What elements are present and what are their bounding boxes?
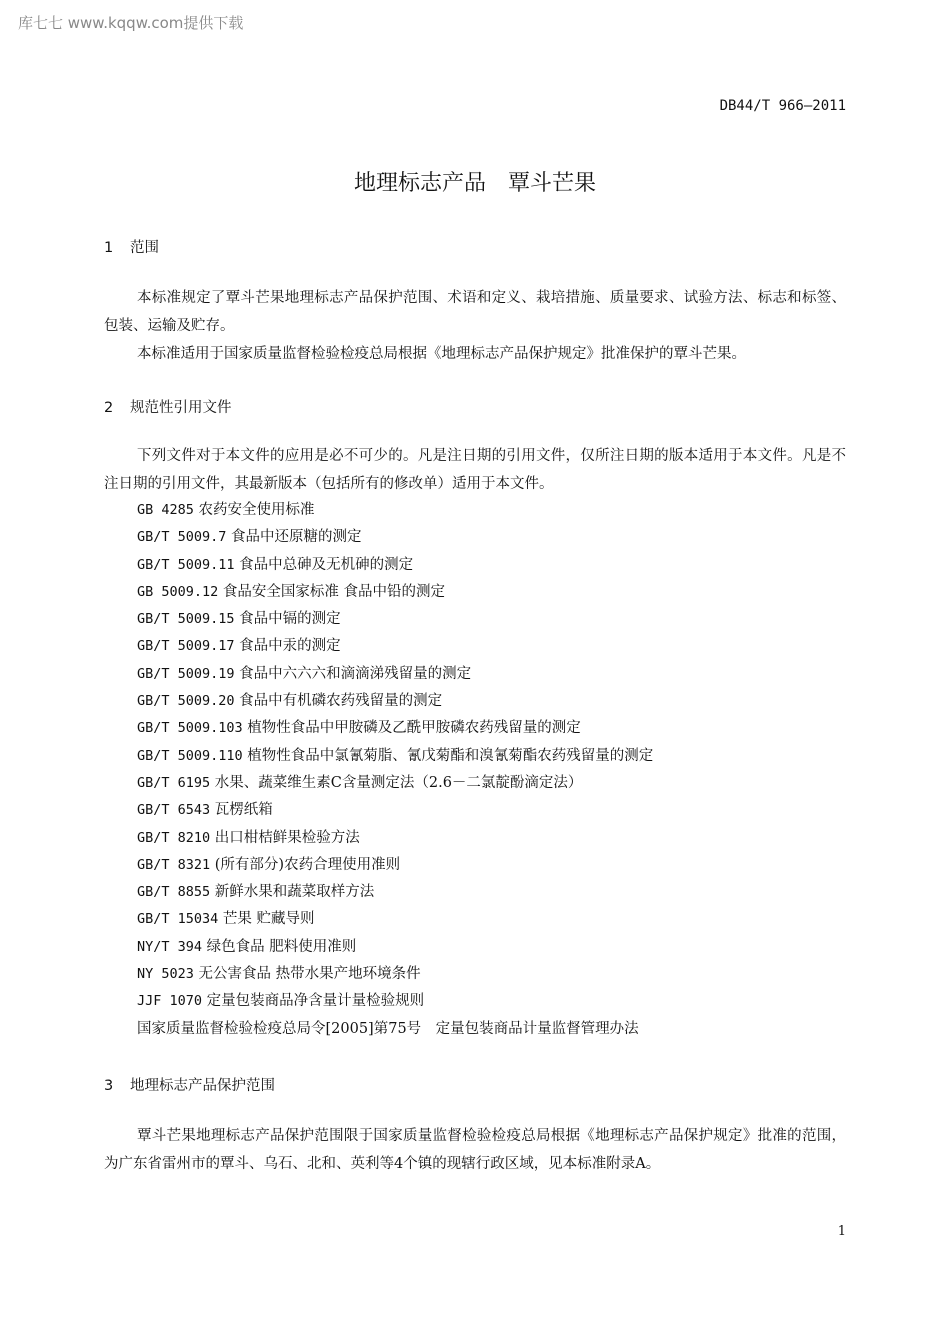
section-1-paragraph-1: 本标准规定了覃斗芒果地理标志产品保护范围、术语和定义、栽培措施、质量要求、试验方法、标志和标签、包装、运输及贮存。 — [104, 290, 846, 334]
reference-code: GB/T 5009.17 — [137, 638, 235, 655]
watermark: 库七七 www.kqqw.com提供下载 — [18, 14, 244, 32]
reference-code: GB/T 8321 — [137, 856, 211, 873]
reference-title: 食品中还原糖的测定 — [231, 529, 362, 546]
reference-code: JJF 1070 — [137, 993, 203, 1010]
reference-code: GB/T 5009.15 — [137, 611, 235, 628]
page-number: 1 — [837, 1224, 846, 1239]
reference-code: GB/T 5009.103 — [137, 720, 243, 737]
section-number: 1 — [104, 240, 114, 256]
reference-code: GB 4285 — [137, 502, 194, 518]
reference-code: GB/T 5009.7 — [137, 529, 227, 546]
reference-code: GB 5009.12 — [137, 583, 219, 600]
reference-title: 瓦楞纸箱 — [214, 802, 273, 819]
reference-title: 食品中镉的测定 — [239, 611, 341, 628]
section-number: 3 — [104, 1078, 114, 1094]
reference-item — [137, 770, 653, 797]
section-2-paragraph-1: 下列文件对于本文件的应用是必不可少的。凡是注日期的引用文件，仅所注日期的版本适用于本文件。凡是不注日期的引用文件，其最新版本（包括所有的修改单）适用于本文件。 — [104, 448, 846, 492]
section-title: 地理标志产品保护范围 — [130, 1078, 275, 1094]
section-3-paragraph-1: 覃斗芒果地理标志产品保护范围限于国家质量监督检验检疫总局根据《地理标志产品保护规定》批准的范围，为广东省雷州市的覃斗、乌石、北和、英利等4个镇的现辖行政区域，见本标准附录A。 — [104, 1128, 846, 1172]
reference-code: GB/T 5009.19 — [137, 665, 235, 682]
reference-title: (所有部分)农药合理使用准则 — [214, 856, 401, 873]
section-1-heading — [104, 236, 159, 257]
reference-item — [137, 934, 653, 961]
reference-item — [137, 552, 653, 579]
reference-title: 国家质量监督检验检疫总局令[2005]第75号 定量包装商品计量监督管理办法 — [137, 1020, 639, 1037]
reference-title: 定量包装商品净含量计量检验规则 — [206, 993, 425, 1010]
page-title: 地理标志产品 覃斗芒果 — [353, 171, 596, 196]
reference-code: GB/T 15034 — [137, 911, 219, 928]
reference-title: 食品中总砷及无机砷的测定 — [239, 556, 414, 573]
reference-item — [137, 879, 653, 906]
reference-item — [137, 906, 653, 933]
section-number: 2 — [104, 400, 114, 416]
reference-item — [137, 797, 653, 824]
reference-item — [137, 988, 653, 1015]
reference-title: 食品安全国家标准 食品中铅的测定 — [222, 583, 445, 600]
document-number: DB44/T 966—2011 — [719, 98, 846, 114]
section-title: 范围 — [130, 240, 159, 256]
reference-title: 食品中有机磷农药残留量的测定 — [239, 693, 443, 710]
reference-title: 植物性食品中氯氰菊脂、氰戊菊酯和溴氰菊酯农药残留量的测定 — [247, 747, 654, 764]
reference-item — [137, 579, 653, 606]
reference-title: 食品中六六六和滴滴涕残留量的测定 — [239, 665, 472, 682]
reference-title: 食品中汞的测定 — [239, 638, 341, 655]
reference-code: GB/T 5009.11 — [137, 556, 235, 573]
reference-item — [137, 524, 653, 551]
reference-code: NY 5023 — [137, 966, 194, 983]
reference-code: GB/T 6543 — [137, 802, 211, 819]
reference-title: 新鲜水果和蔬菜取样方法 — [214, 884, 375, 901]
reference-code: NY/T 394 — [137, 938, 203, 955]
section-1-paragraph-2: 本标准适用于国家质量监督检验检疫总局根据《地理标志产品保护规定》批准保护的覃斗芒果。 — [137, 346, 746, 362]
reference-title: 芒果 贮藏导则 — [222, 911, 315, 928]
reference-title: 植物性食品中甲胺磷及乙酰甲胺磷农药残留量的测定 — [247, 720, 581, 737]
section-2-heading — [104, 396, 232, 417]
section-title: 规范性引用文件 — [130, 400, 232, 416]
reference-item — [137, 606, 653, 633]
reference-code: GB/T 8210 — [137, 829, 211, 846]
reference-title: 绿色食品 肥料使用准则 — [206, 938, 357, 955]
section-3-heading — [104, 1074, 275, 1095]
reference-item — [137, 661, 653, 688]
reference-item — [137, 688, 653, 715]
reference-title: 无公害食品 热带水果产地环境条件 — [198, 966, 421, 983]
reference-title: 水果、蔬菜维生素C含量测定法（2.6－二氯靛酚滴定法） — [214, 774, 583, 791]
reference-item — [137, 715, 653, 742]
reference-code: GB/T 8855 — [137, 884, 211, 901]
reference-code: GB/T 5009.20 — [137, 693, 235, 710]
reference-item — [137, 852, 653, 879]
reference-title: 农药安全使用标准 — [198, 502, 315, 518]
reference-item — [137, 825, 653, 852]
reference-title: 出口柑桔鲜果检验方法 — [214, 829, 360, 846]
reference-item — [137, 1016, 653, 1043]
reference-code: GB/T 5009.110 — [137, 747, 243, 764]
reference-item — [137, 961, 653, 988]
reference-list — [137, 497, 653, 1043]
reference-code: GB/T 6195 — [137, 774, 211, 791]
reference-item — [137, 633, 653, 660]
reference-item — [137, 497, 653, 524]
reference-item — [137, 743, 653, 770]
